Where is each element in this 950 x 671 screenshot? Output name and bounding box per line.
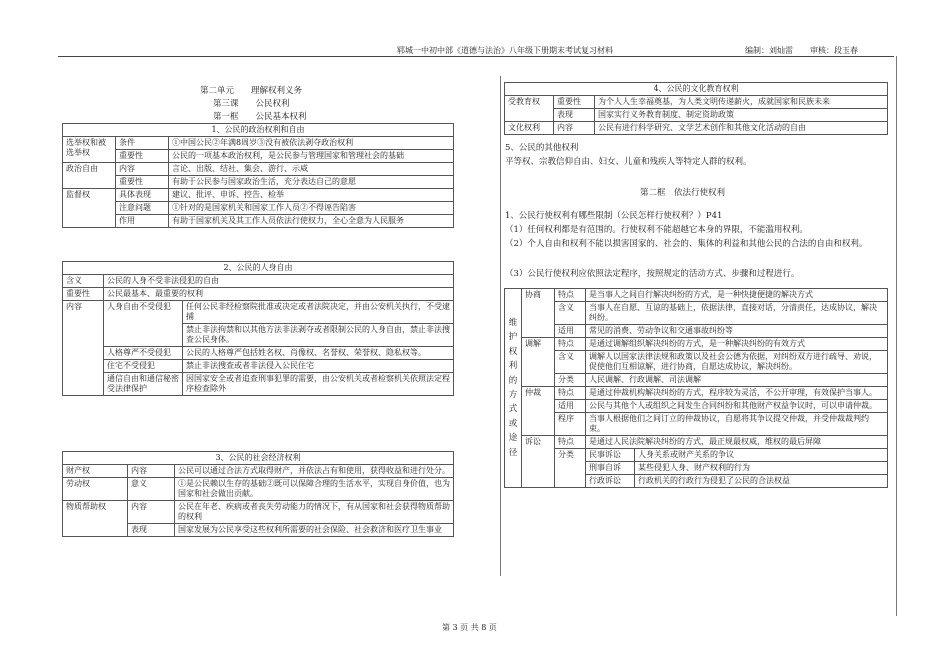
table-economic-rights <box>62 451 454 537</box>
row-sublabel: 特点 <box>555 387 586 400</box>
other-rights-text: 平等权、宗教信仰自由、妇女、儿童和残疾人等特定人群的权利。 <box>505 157 752 167</box>
row-content: 公民的人格尊严包括姓名权、肖像权、名誉权、荣誉权、隐私权等。 <box>183 347 454 360</box>
row-sublabel: 特点 <box>555 289 586 302</box>
row-label: 物质帮助权 <box>63 501 128 537</box>
answer-3: （3）公民行使权利应依照法定程序，按照规定的活动方式、步骤和过程进行。 <box>505 269 800 279</box>
row-sublabel: 表现 <box>128 524 175 537</box>
row-sublabel: 特点 <box>555 436 586 449</box>
page-number: 第 3 页 共 8 页 <box>442 623 497 632</box>
row-sublabel: 适用 <box>555 400 586 413</box>
row-content: 建议、批评、申诉、控告、检举 <box>169 189 454 202</box>
row-content: ①中国公民②年满8周岁③没有被依法剥夺政治权利 <box>169 137 454 150</box>
other-rights-title: 5、公民的其他权利 <box>505 143 579 153</box>
row-content: ①是公民赖以生存的基础②既可以保障合理的生活水平，实现自身价值，也为国家和社会做出贡献。 <box>175 478 454 501</box>
row-sublabel: 注意问题 <box>116 202 169 215</box>
row-sublabel: 具体表现 <box>116 189 169 202</box>
header-rule <box>58 56 894 57</box>
row-sublabel: 重要性 <box>116 150 169 163</box>
header-reviewer: 审核：段玉春 <box>810 46 858 55</box>
row-sublabel: 重要性 <box>554 96 595 109</box>
section-heading: 第一框 公民基本权利 <box>213 112 307 122</box>
row-sublabel: 内容 <box>128 501 175 524</box>
side-label: 维护权利的方式或途径 <box>505 289 522 488</box>
row-content: 有助于国家机关及其工作人员依法行使权力，全心全意为人民服务 <box>169 215 454 228</box>
row-label: 选举权和被选举权 <box>63 137 116 163</box>
row-content: 公民与其他个人或组织之间发生合同纠纷和其他财产权益争议时，可以申请仲裁。 <box>586 400 888 413</box>
method-label: 仲裁 <box>522 387 555 436</box>
row-content: 为个人人生幸福奠基，为人类文明传递薪火，成就国家和民族未来 <box>595 96 888 109</box>
section2-heading: 第二框 依法行使权利 <box>640 188 726 198</box>
row-sublabel: 内容 <box>116 163 169 176</box>
row-content: 行政机关的行政行为侵犯了公民的合法权益 <box>635 475 888 488</box>
answer-2: （2）个人自由和权利不能以损害国家的、社会的、集体的利益和其他公民的合法的自由和权利。 <box>505 239 868 249</box>
row-label: 监督权 <box>63 189 116 228</box>
table-title: 4、公民的文化教育权利 <box>505 83 888 96</box>
page-frame-right <box>896 56 897 616</box>
row-content: 有助于公民参与国家政治生活，充分表达自己的意愿 <box>169 176 454 189</box>
table-cultural-rights <box>504 82 888 135</box>
row-content: 言论、出版、结社、集会、游行、示威 <box>169 163 454 176</box>
row-sublabel: 表现 <box>554 109 595 122</box>
row-content: 禁止非法搜查或者非法侵入公民住宅 <box>183 360 454 373</box>
row-content: 公民可以通过合法方式取得财产，并依法占有和使用，获得收益和进行处分。 <box>175 465 454 478</box>
lawsuit-type: 民事诉讼 <box>586 449 635 462</box>
row-label: 受教育权 <box>505 96 554 122</box>
row-label: 含义 <box>63 275 104 288</box>
row-label: 文化权利 <box>505 122 554 135</box>
row-label: 财产权 <box>63 465 128 478</box>
row-label: 政治自由 <box>63 163 116 189</box>
row-content: 因国家安全或者追查刑事犯罪的需要，由公安机关或者检察机关依照法定程序检查除外 <box>183 373 454 396</box>
row-sublabel: 程序 <box>555 413 586 436</box>
method-label: 诉讼 <box>522 436 555 488</box>
row-content: 是当事人之间自行解决纠纷的方式，是一种快捷便捷的解决方式 <box>586 289 888 302</box>
row-content: ①针对的是国家机关和国家工作人员②不得诬告陷害 <box>169 202 454 215</box>
row-sublabel: 特点 <box>555 338 586 351</box>
row-sublabel: 内容 <box>554 122 595 135</box>
row-content: 人民调解、行政调解、司法调解 <box>586 374 888 387</box>
row-sublabel: 分类 <box>555 374 586 387</box>
row-sublabel: 重要性 <box>116 176 169 189</box>
row-content: 当事人在自愿、互谅的基础上，依据法律，直接对话，分清责任，达成协议，解决纠纷。 <box>586 302 888 325</box>
row-content: 公民有进行科学研究、文学艺术创作和其他文化活动的自由 <box>595 122 888 135</box>
row-content: 当事人根据他们之间订立的仲裁协议，自愿将其争议提交仲裁，并受仲裁裁判约束。 <box>586 413 888 436</box>
row-content: 国家发展为公民享受这些权利所需要的社会保险、社会救济和医疗卫生事业 <box>175 524 454 537</box>
header-title: 郓城一中初中部《道德与法治》八年级下册期末考试复习材料 <box>397 46 613 55</box>
row-sublabel: 适用 <box>555 325 586 338</box>
table-rights-methods <box>504 288 888 488</box>
row-content: 常见的消费、劳动争议和交通事故纠纷等 <box>586 325 888 338</box>
row-content: 公民在年老、疾病或者丧失劳动能力的情况下，有从国家和社会获得物质帮助的权利 <box>175 501 454 524</box>
row-sublabel: 分类 <box>555 449 586 488</box>
row-content: 公民的人身不受非法侵犯的自由 <box>104 275 454 288</box>
row-content: 公民的一项基本政治权利，是公民参与管理国家和管理社会的基础 <box>169 150 454 163</box>
lesson-heading: 第三课 公民权利 <box>213 99 290 109</box>
row-content: 任何公民非经检察院批准或决定或者法院决定，并由公安机关执行，不受逮捕 <box>183 301 454 324</box>
row-sublabel: 人身自由不受侵犯 <box>104 301 183 347</box>
row-content: 人身关系或财产关系的争议 <box>635 449 888 462</box>
method-label: 协商 <box>522 289 555 338</box>
table-title: 1、公民的政治权利和自由 <box>63 124 454 137</box>
lawsuit-type: 刑事自诉 <box>586 462 635 475</box>
row-sublabel: 含义 <box>555 351 586 374</box>
row-sublabel: 通信自由和通信秘密受法律保护 <box>104 373 183 396</box>
row-label: 劳动权 <box>63 478 128 501</box>
method-label: 调解 <box>522 338 555 387</box>
row-content: 禁止非法拘禁和以其他方法非法剥夺或者限制公民的人身自由，禁止非法搜查公民身体。 <box>183 324 454 347</box>
table-title: 3、公民的社会经济权利 <box>63 452 454 465</box>
unit-heading: 第二单元 理解权利义务 <box>200 86 303 96</box>
table-political-rights <box>62 123 454 228</box>
row-sublabel: 人格尊严不受侵犯 <box>104 347 183 360</box>
row-sublabel: 住宅不受侵犯 <box>104 360 183 373</box>
row-sublabel: 条件 <box>116 137 169 150</box>
table-personal-freedom <box>62 261 454 396</box>
row-content: 公民最基本、最重要的权利 <box>104 288 454 301</box>
row-sublabel: 含义 <box>555 302 586 325</box>
row-content: 国家实行义务教育制度、制定资助政策 <box>595 109 888 122</box>
row-content: 是通过仲裁机构解决纠纷的方式，程序较为灵活，不公开审理，有效保护当事人。 <box>586 387 888 400</box>
row-content: 是通过调解组织解决纠纷的方式，是一种解决纠纷的有效方式 <box>586 338 888 351</box>
column-divider <box>500 76 501 576</box>
row-label: 重要性 <box>63 288 104 301</box>
row-label: 内容 <box>63 301 104 396</box>
row-sublabel: 内容 <box>128 465 175 478</box>
row-content: 调解人以国家法律法规和政策以及社会公德为依据，对纠纷双方进行疏导、劝说，促使他们互相谅解，进行协商，自愿达成协议，解决纠纷。 <box>586 351 888 374</box>
row-content: 是通过人民法院解决纠纷的方式，最正规最权威，维权的最后屏障 <box>586 436 888 449</box>
answer-1: （1）任何权利都是有范围的。行使权利不能超越它本身的界限，不能滥用权利。 <box>505 225 808 235</box>
header-editor: 编制：刘灿雷 <box>745 46 793 55</box>
row-sublabel: 意义 <box>128 478 175 501</box>
lawsuit-type: 行政诉讼 <box>586 475 635 488</box>
table-title: 2、公民的人身自由 <box>63 262 454 275</box>
row-content: 某些侵犯人身、财产权利的行为 <box>635 462 888 475</box>
row-sublabel: 作用 <box>116 215 169 228</box>
question-heading: 1、公民行使权利有哪些限制（公民怎样行使权利？）P41 <box>505 211 723 221</box>
